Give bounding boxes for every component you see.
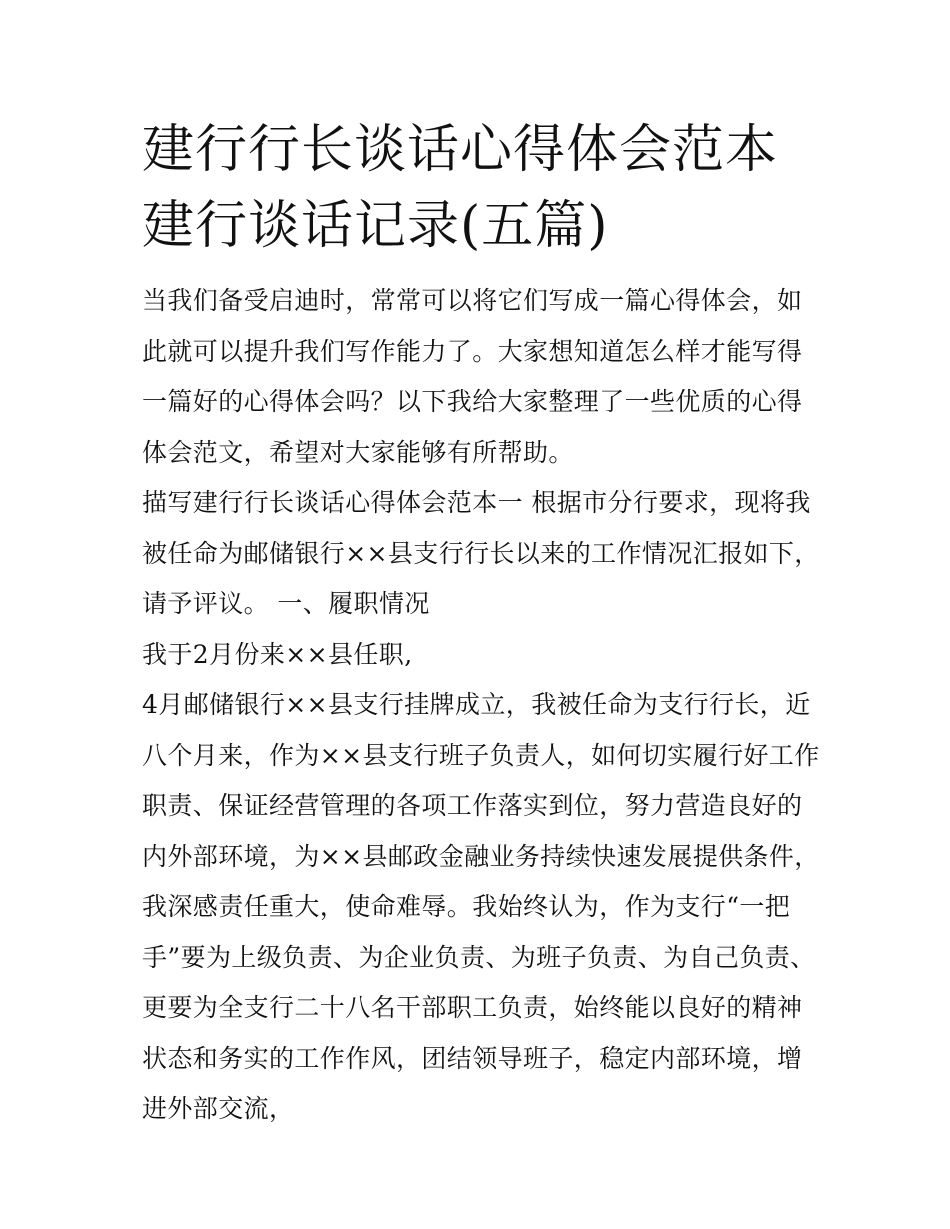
document-title: 建行行长谈话心得体会范本 建行谈话记录(五篇) (142, 120, 779, 256)
paragraph-intro: 当我们备受启迪时，常常可以将它们写成一篇心得体会，如此就可以提升我们写作能力了。大家想知道怎么样才能写得一篇好的心得体会吗？以下我给大家整理了一些优质的心得体会范文，希望对大家能够有所帮助。 (142, 286, 803, 467)
paragraph-section-one: 描写建行行长谈话心得体会范本一 根据市分行要求，现将我被任命为邮储银行××县支行行长以来的工作情况汇报如下，请予评议。 一、履职情况 (142, 488, 820, 618)
paragraph-duties: 4月邮储银行××县支行挂牌成立，我被任命为支行行长，近八个月来，作为××县支行班子负责人，如何切实履行好工作职责、保证经营管理的各项工作落实到位，努力营造良好的内外部环境，为××县邮政金融业务持续快速发展提供条件，我深感责任重大，使命难辱。我始终认为，作为支行“一把手”要为上级负责、为企业负责、为班子负责、为自己负责、更要为全支行二十八名干部职工负责，始终能以良好的精神状态和务实的工作作风，团结领导班子，稳定内部环境，增进外部交流， (142, 690, 820, 1123)
paragraph-appointment: 我于2月份来××县任职, (142, 639, 413, 669)
document-body (142, 276, 822, 1135)
